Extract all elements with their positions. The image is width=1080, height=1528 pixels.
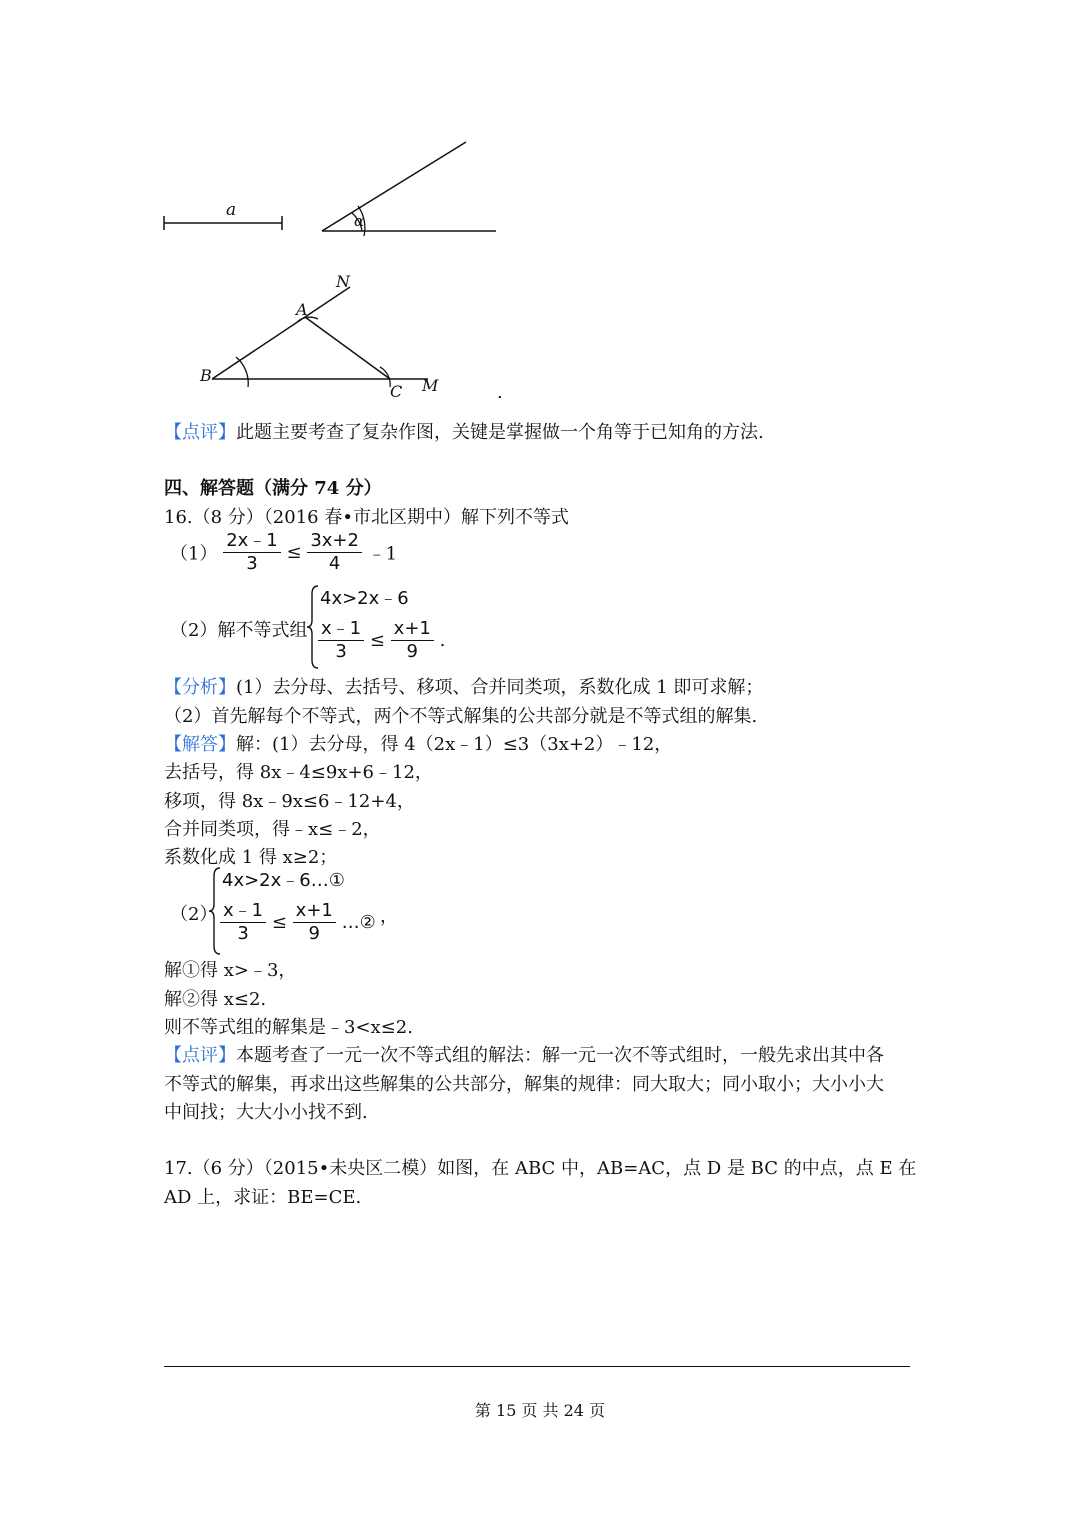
q16-review-2: 不等式的解集，再求出这些解集的公共部分，解集的规律：同大取大；同小取小；大小小大: [164, 1074, 884, 1095]
q16-solution-1: 【解答】解：(1）去分母，得 4（2x﹣1）≤3（3x+2）﹣12，: [164, 734, 673, 755]
review1-text: 此题主要考查了复杂作图，关键是掌握做一个角等于已知角的方法.: [236, 422, 764, 443]
analysis-tag: 【分析】: [164, 677, 236, 698]
section-heading: 四、解答题（满分 74 分）: [164, 478, 382, 499]
q16-p2-label: （2）解不等式组: [170, 620, 308, 641]
q16-step-5: 系数化成 1 得 x≥2；: [164, 847, 338, 868]
q16-p1-tail: ﹣1: [367, 543, 398, 565]
q16-step-8: 则不等式组的解集是﹣3<x≤2.: [164, 1017, 413, 1038]
q16-p1-le: ≤: [286, 542, 302, 563]
q16-p1-label: （1）: [170, 543, 218, 565]
q16-step-3: 移项，得 8x﹣9x≤6﹣12+4，: [164, 791, 415, 812]
label-n: N: [336, 272, 350, 291]
review-tag: 【点评】: [164, 422, 236, 443]
q16-step-4: 合并同类项，得﹣x≤﹣2，: [164, 819, 381, 840]
q16-analysis-2: （2）首先解每个不等式，两个不等式解集的公共部分就是不等式组的解集.: [164, 706, 758, 727]
q16-analysis-1: 【分析】(1）去分母、去括号、移项、合并同类项，系数化成 1 即可求解；: [164, 677, 764, 698]
q16-s2-label: （2）: [170, 904, 218, 925]
q16-review-1: 【点评】本题考查了一元一次不等式组的解法：解一元一次不等式组时，一般先求出其中各: [164, 1045, 884, 1066]
q16-s2-comma: ，: [380, 906, 398, 927]
angle-alpha-label: α: [354, 212, 365, 230]
q16-header: 16.（8 分）（2016 春•市北区期中）解下列不等式: [164, 507, 569, 528]
q16-p2-frac2: $\frac{x+1}{9}$: [391, 618, 434, 663]
q16-step-7: 解②得 x≤2.: [164, 989, 267, 1010]
solution-tag: 【解答】: [164, 734, 236, 755]
q16-p2-line1: 4x>2x﹣6: [320, 588, 409, 609]
label-a: A: [296, 300, 308, 319]
figure-segment-angle: [150, 130, 510, 250]
q16-review-3: 中间找；大大小小找不到.: [164, 1102, 368, 1123]
figure-period: .: [497, 382, 503, 403]
q17-line2: AD 上，求证：BE=CE.: [164, 1187, 362, 1208]
label-b: B: [200, 366, 212, 385]
segment-ac: [305, 317, 390, 379]
angle-ray-upper: [322, 142, 466, 231]
q16-s2-line2: $\frac{x﹣1}{3}$ ≤ $\frac{x+1}{9}$ …②: [220, 900, 376, 945]
review1-line: [164, 418, 764, 444]
segment-a-label: a: [226, 200, 237, 220]
q17-line1: 17.（6 分）（2015•未央区二模）如图，在 ABC 中，AB=AC，点 D 是 BC 的中点，点 E 在: [164, 1158, 917, 1179]
figure-construction: [190, 265, 520, 405]
label-m: M: [422, 376, 439, 395]
q16-p2-line2: $\frac{x﹣1}{3}$ ≤ $\frac{x+1}{9}$ .: [318, 618, 445, 663]
ray-bn: [212, 287, 350, 379]
q16-s2-line1: 4x>2x﹣6…①: [222, 870, 345, 891]
q16-s2-frac2: $\frac{x+1}{9}$: [293, 900, 336, 945]
q16-step-2: 去括号，得 8x﹣4≤9x+6﹣12，: [164, 762, 433, 783]
review-tag-2: 【点评】: [164, 1045, 236, 1066]
q16-p1-frac2: $\frac{3x+2}{4}$: [307, 530, 362, 575]
footer-rule: [164, 1366, 910, 1367]
page-number: 第 15 页 共 24 页: [474, 1401, 606, 1420]
q16-step-6: 解①得 x>﹣3，: [164, 960, 297, 981]
q16-part1: [170, 530, 397, 575]
q16-s2-frac1: $\frac{x﹣1}{3}$: [220, 900, 266, 945]
q16-p2-frac1: $\frac{x﹣1}{3}$: [318, 618, 364, 663]
label-c: C: [390, 382, 403, 401]
q16-p1-frac1: $\frac{2x﹣1}{3}$: [223, 530, 281, 575]
arc-c: [380, 367, 390, 387]
